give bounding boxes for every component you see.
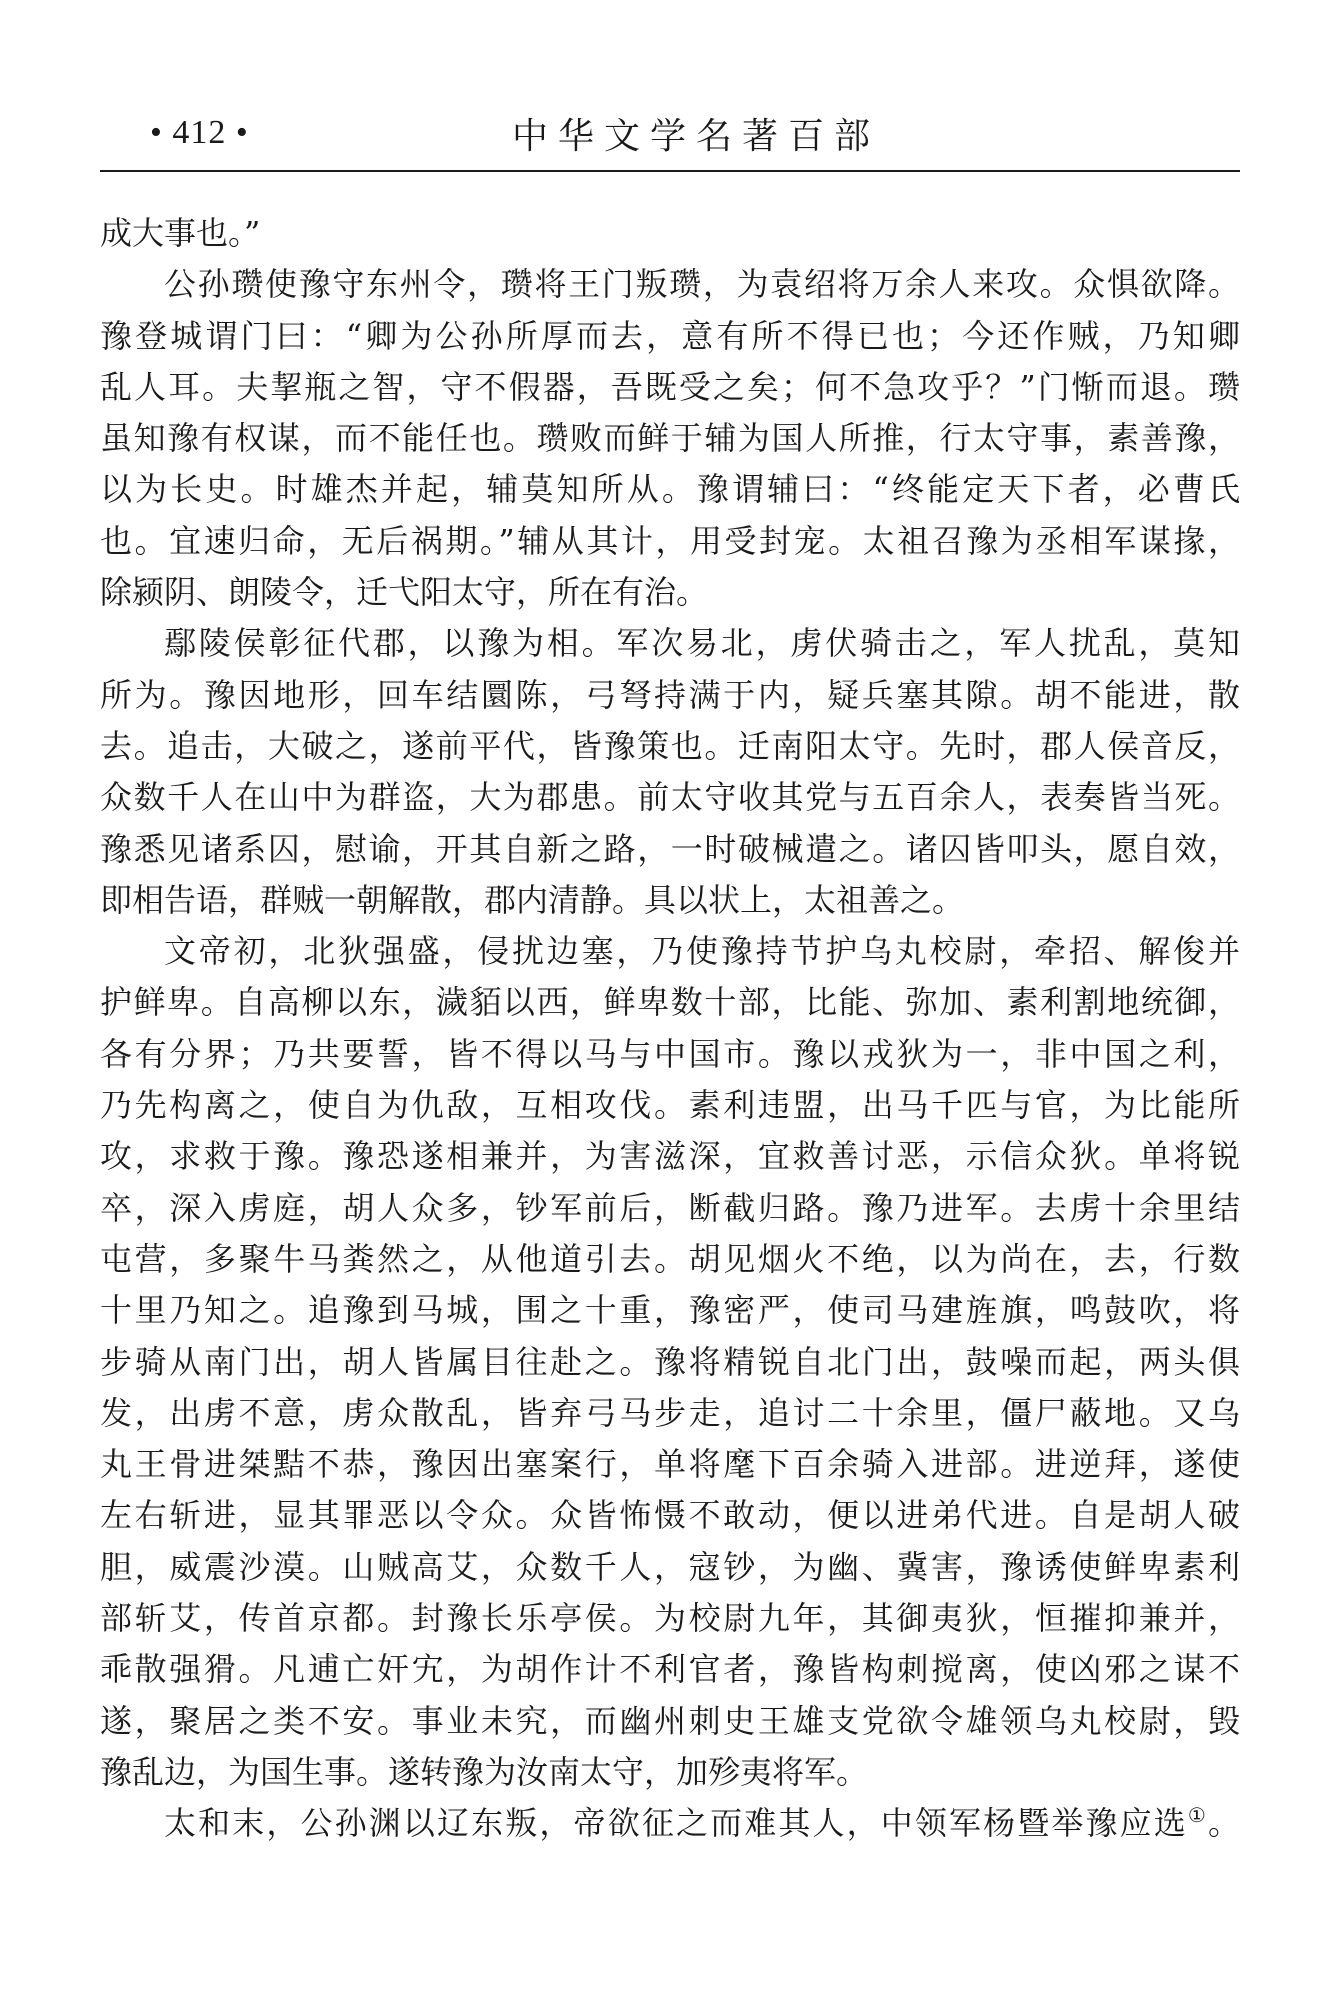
text-line: 步骑从南门出，胡人皆属目往赴之。豫将精锐自北门出，鼓噪而起，两头俱 [100,1342,1240,1381]
text-line: 豫登城谓门曰：“卿为公孙所厚而去，意有所不得已也；今还作贼，乃知卿 [100,316,1240,355]
text-line: 去。追击，大破之，遂前平代，皆豫策也。迁南阳太守。先时，郡人侯音反， [100,726,1240,765]
text-line: 各有分界；乃共要誓，皆不得以马与中国市。豫以戎狄为一，非中国之利， [100,1034,1240,1073]
page-number: • 412 • [150,114,249,151]
text-span: 。 [1207,1804,1240,1843]
text-line: 遂，聚居之类不安。事业未究，而幽州刺史王雄支党欲令雄领乌丸校尉，毁 [100,1701,1240,1740]
text-line: 左右斩进，显其罪恶以令众。众皆怖慑不敢动，便以进弟代进。自是胡人破 [100,1496,1240,1535]
body-text [100,208,1240,1850]
text-line: 胆，威震沙漠。山贼高艾，众数千人，寇钞，为幽、冀害，豫诱使鲜卑素利 [100,1547,1240,1586]
text-span: 太和末，公孙渊以辽东叛，帝欲征之而难其人，中领军杨暨举豫应选 [164,1804,1188,1843]
paragraph-first-line: 鄢陵侯彰征代郡，以豫为相。军次易北，虏伏骑击之，军人扰乱，莫知 [164,624,1240,663]
text-line: 豫悉见诸系囚，慰谕，开其自新之路，一时破械遣之。诸囚皆叩头，愿自效， [100,829,1240,868]
text-line: 也。宜速归命，无后祸期。”辅从其计，用受封宠。太祖召豫为丞相军谋掾， [100,521,1240,560]
text-line: 乃先构离之，使自为仇敌，互相攻伐。素利违盟，出马千匹与官，为比能所 [100,1086,1240,1125]
text-line: 攻，求救于豫。豫恐遂相兼并，为害滋深，宜救善讨恶，示信众狄。单将锐 [100,1137,1240,1176]
text-line: 豫乱边，为国生事。遂转豫为汝南太守，加殄夷将军。 [100,1752,869,1791]
text-line: 丸王骨进桀黠不恭，豫因出塞案行，单将麾下百余骑入进部。进逆拜，遂使 [100,1445,1240,1484]
text-line: 卒，深入虏庭，胡人众多，钞军前后，断截归路。豫乃进军。去虏十余里结 [100,1188,1240,1227]
text-line: 众数千人在山中为群盗，大为郡患。前太守收其党与五百余人，表奏皆当死。 [100,778,1240,817]
text-line: 乖散强猾。凡逋亡奸宄，为胡作计不利官者，豫皆构刺搅离，使凶邪之谋不 [100,1650,1240,1689]
text-line: 屯营，多聚牛马粪然之，从他道引去。胡见烟火不绝，以为尚在，去，行数 [100,1239,1240,1278]
text-line: 乱人耳。夫挈瓶之智，守不假器，吾既受之矣；何不急攻乎？”门惭而退。瓒 [100,367,1240,406]
page-header [100,108,1240,168]
text-line: 除颍阴、朗陵令，迁弋阳太守，所在有治。 [100,573,709,612]
text-line: 虽知豫有权谋，而不能任也。瓒败而鲜于辅为国人所推，行太守事，素善豫， [100,419,1240,458]
paragraph-first-line [100,1798,1240,1849]
text-line: 护鲜卑。自高柳以东，濊貊以西，鲜卑数十部，比能、弥加、素利割地统御， [100,983,1240,1022]
text-line: 部斩艾，传首京都。封豫长乐亭侯。为校尉九年，其御夷狄，恒摧抑兼并， [100,1599,1240,1638]
footnote-marker[interactable]: ① [1187,1803,1208,1828]
header-rule [100,170,1240,172]
paragraph-first-line: 公孙瓒使豫守东州令，瓒将王门叛瓒，为袁绍将万余人来攻。众惧欲降。 [164,265,1240,304]
paragraph-first-line: 文帝初，北狄强盛，侵扰边塞，乃使豫持节护乌丸校尉，牵招、解俊并 [164,932,1240,971]
text-line: 发，出虏不意，虏众散乱，皆弃弓马步走，追讨二十余里，僵尸蔽地。又乌 [100,1393,1240,1432]
text-line: 十里乃知之。追豫到马城，围之十重，豫密严，使司马建旌旗，鸣鼓吹，将 [100,1291,1240,1330]
text-line: 以为长史。时雄杰并起，辅莫知所从。豫谓辅曰：“终能定天下者，必曹氏 [100,470,1240,509]
text-line: 即相告语，群贼一朝解散，郡内清静。具以状上，太祖善之。 [100,880,965,919]
text-line: 成大事也。” [100,214,261,252]
running-title: 中华文学名著百部 [512,116,881,157]
text-line: 所为。豫因地形，回车结圜陈，弓弩持满于内，疑兵塞其隙。胡不能进，散 [100,675,1240,714]
